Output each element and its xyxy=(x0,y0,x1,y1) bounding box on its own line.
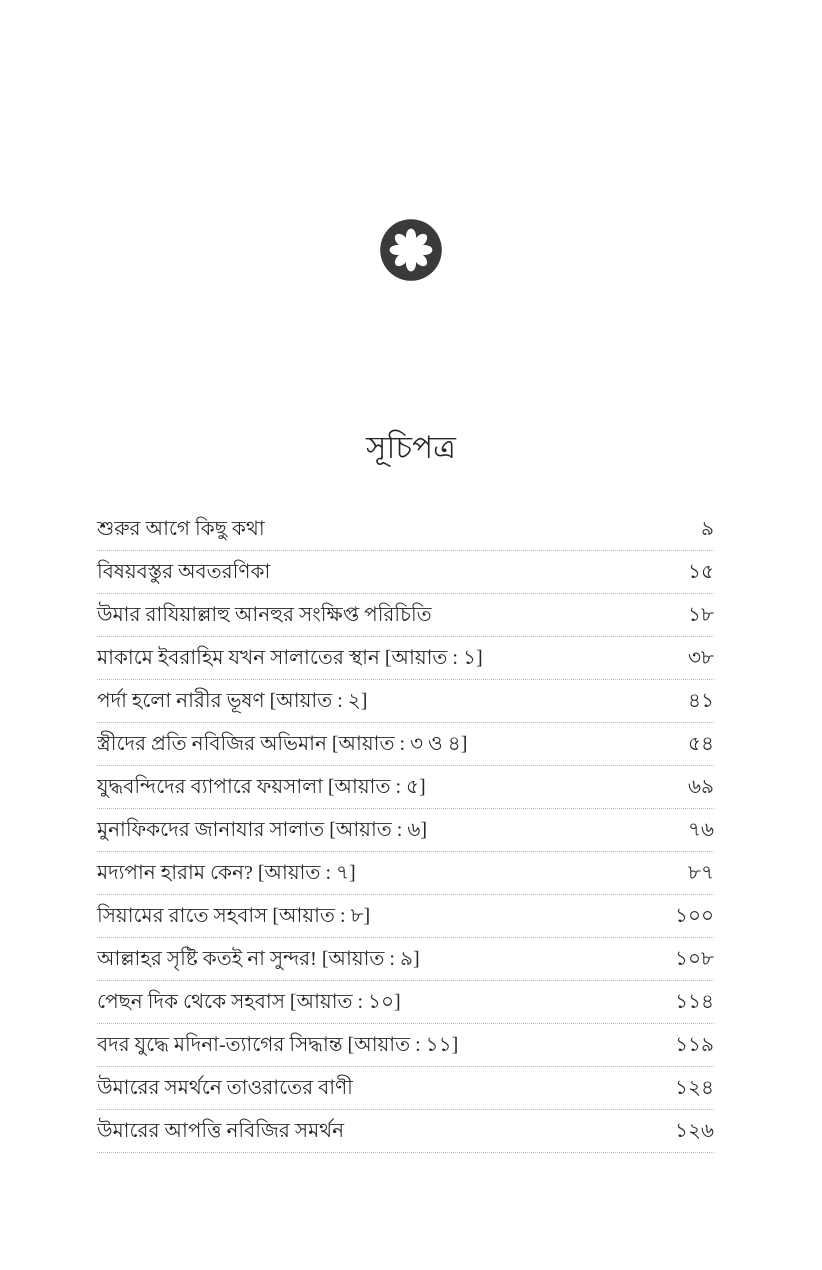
toc-entry-row[interactable] xyxy=(97,723,714,766)
toc-entry-page-number: ১২৬ xyxy=(675,1120,714,1142)
toc-entry-title: আল্লাহর সৃষ্টি কতই না সুন্দর! [আয়াত : ৯] xyxy=(97,948,420,970)
toc-entry-page-number: ১৫ xyxy=(688,561,714,583)
toc-entry-row[interactable] xyxy=(97,508,714,551)
toc-entry-title: পেছন দিক থেকে সহবাস [আয়াত : ১০] xyxy=(97,991,401,1013)
toc-entry-title: স্ত্রীদের প্রতি নবিজির অভিমান [আয়াত : ৩ ও ৪] xyxy=(97,733,468,755)
toc-entry-page-number: ১০০ xyxy=(675,905,714,927)
toc-entry-row[interactable] xyxy=(97,680,714,723)
toc-entry-page-number: ৬৯ xyxy=(688,776,714,798)
toc-entry-page-number: ৭৬ xyxy=(687,819,714,841)
toc-entry-page-number: ৩৮ xyxy=(688,647,714,669)
toc-entry-page-number: ৫৪ xyxy=(688,733,714,755)
toc-entry-title: মাকামে ইবরাহিম যখন সালাতের স্থান [আয়াত : ১] xyxy=(97,647,483,669)
toc-entry-title: উমারের আপত্তি নবিজির সমর্থন xyxy=(97,1120,345,1142)
toc-entry-page-number: ১১৪ xyxy=(675,991,714,1013)
toc-entry-row[interactable] xyxy=(97,551,714,594)
toc-entry-row[interactable] xyxy=(97,938,714,981)
ornament-container xyxy=(0,215,822,285)
toc-entry-title: সিয়ামের রাতে সহবাস [আয়াত : ৮] xyxy=(97,905,371,927)
toc-entry-title: পর্দা হলো নারীর ভূষণ [আয়াত : ২] xyxy=(97,690,368,712)
toc-entry-title: মদ্যপান হারাম কেন? [আয়াত : ৭] xyxy=(97,862,356,884)
toc-entry-page-number: ১৮ xyxy=(688,604,714,626)
toc-entry-row[interactable] xyxy=(97,852,714,895)
toc-entry-title: মুনাফিকদের জানাযার সালাত [আয়াত : ৬] xyxy=(97,819,427,841)
toc-entry-title: উমার রাযিয়াল্লাহু আনহুর সংক্ষিপ্ত পরিচিতি xyxy=(97,604,432,626)
table-of-contents-list xyxy=(97,508,714,1153)
toc-entry-title: বদর যুদ্ধে মদিনা-ত্যাগের সিদ্ধান্ত [আয়াত : ১১] xyxy=(97,1034,459,1056)
page-title: সূচিপত্র xyxy=(366,430,456,465)
toc-entry-title: যুদ্ধবন্দিদের ব্যাপারে ফয়সালা [আয়াত : ৫] xyxy=(97,776,426,798)
toc-entry-row[interactable] xyxy=(97,895,714,938)
toc-entry-title: উমারের সমর্থনে তাওরাতের বাণী xyxy=(97,1077,353,1099)
toc-entry-row[interactable] xyxy=(97,1110,714,1153)
toc-entry-page-number: ৮৭ xyxy=(688,862,714,884)
floral-rosette-ornament xyxy=(376,215,446,285)
toc-entry-row[interactable] xyxy=(97,809,714,852)
toc-entry-page-number: ১২৪ xyxy=(675,1077,714,1099)
toc-entry-row[interactable] xyxy=(97,1024,714,1067)
toc-entry-page-number: ১১৯ xyxy=(675,1034,714,1056)
toc-entry-page-number: ১০৮ xyxy=(675,948,714,970)
toc-entry-row[interactable] xyxy=(97,1067,714,1110)
toc-entry-row[interactable] xyxy=(97,594,714,637)
toc-entry-page-number: ৯ xyxy=(701,518,714,540)
toc-entry-title: বিষয়বস্তুর অবতরণিকা xyxy=(97,561,271,583)
toc-entry-row[interactable] xyxy=(97,637,714,680)
toc-entry-title: শুরুর আগে কিছু কথা xyxy=(97,518,265,540)
toc-entry-row[interactable] xyxy=(97,766,714,809)
toc-entry-page-number: ৪১ xyxy=(688,690,714,712)
toc-entry-row[interactable] xyxy=(97,981,714,1024)
